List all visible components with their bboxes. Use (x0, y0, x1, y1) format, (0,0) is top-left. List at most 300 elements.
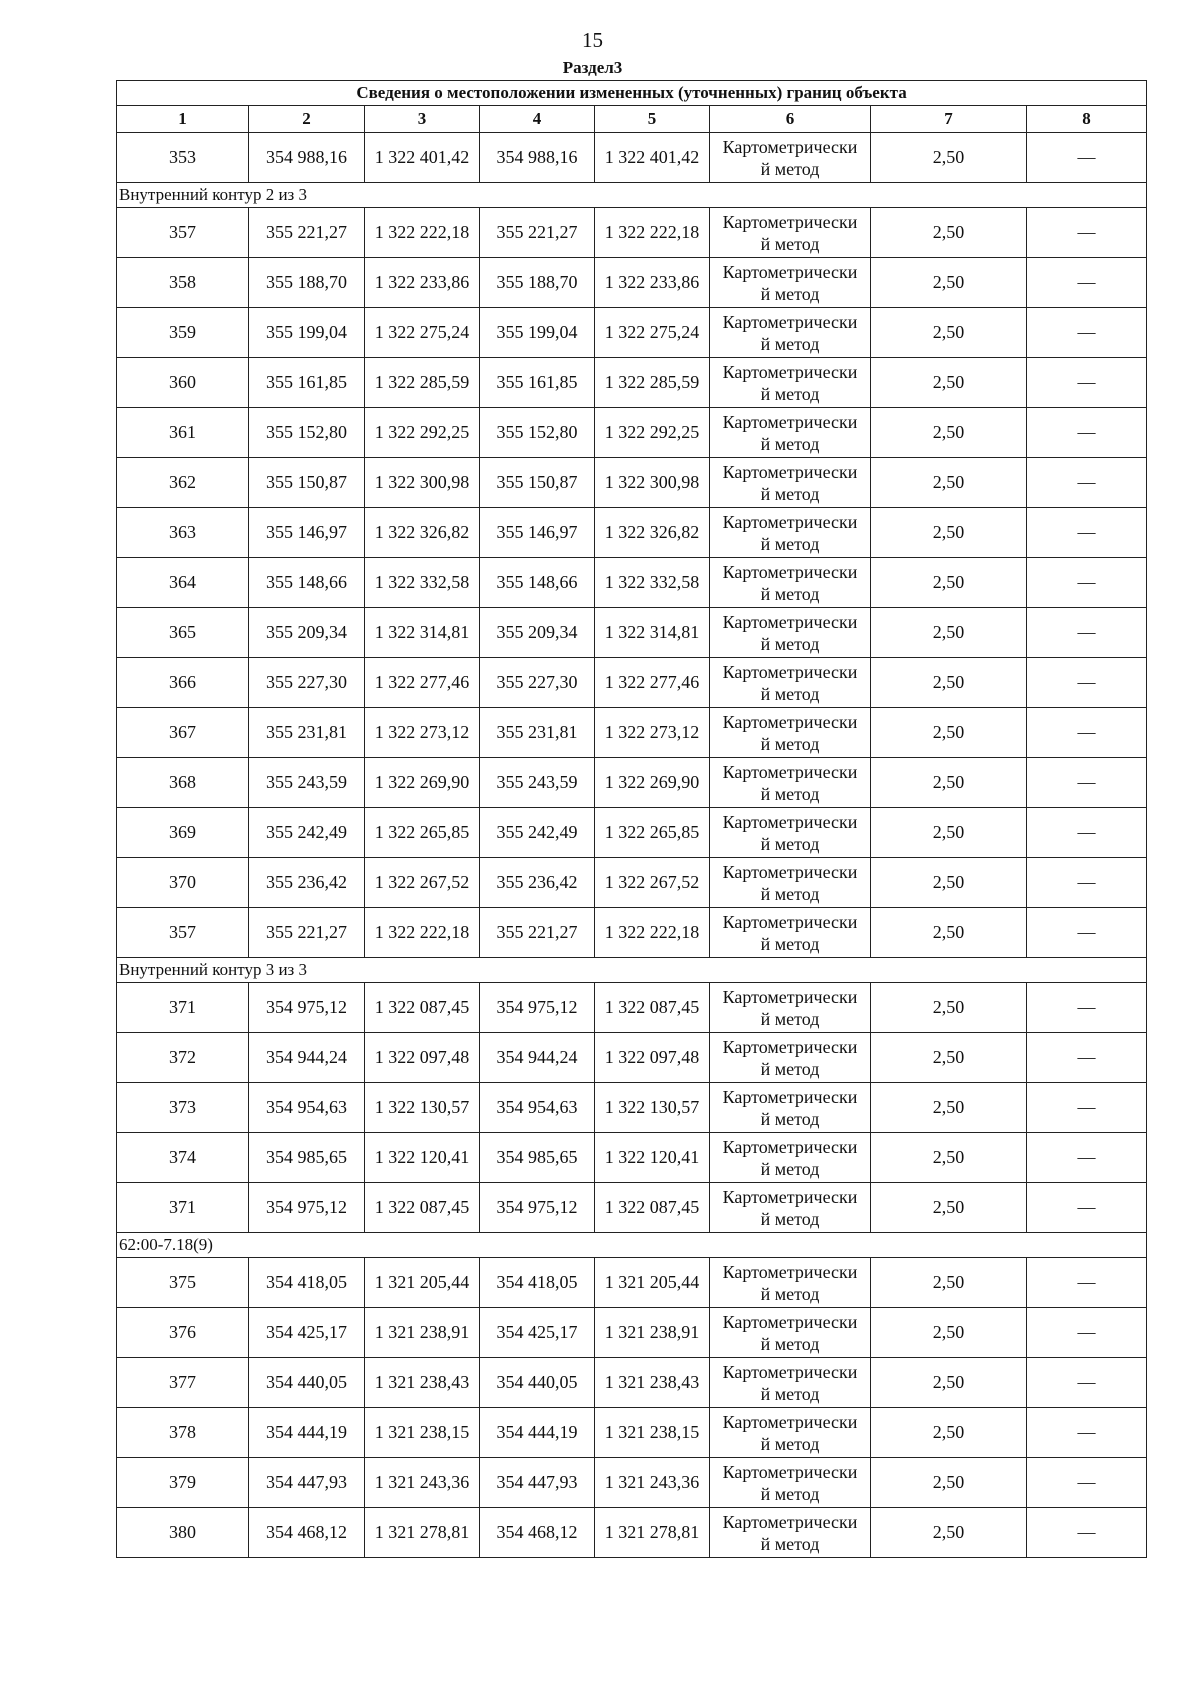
table-row (117, 1133, 1147, 1183)
y-old: 1 322 314,81 (365, 608, 480, 658)
y-old: 1 322 332,58 (365, 558, 480, 608)
x-old: 355 188,70 (249, 258, 365, 308)
y-old: 1 322 130,57 (365, 1083, 480, 1133)
method-line-1: Картометрически (722, 911, 858, 932)
x-new: 354 444,19 (480, 1408, 595, 1458)
table-row (117, 258, 1147, 308)
accuracy: 2,50 (871, 1033, 1027, 1083)
x-old: 355 161,85 (249, 358, 365, 408)
method-line-2: й метод (760, 1333, 820, 1354)
x-old: 355 242,49 (249, 808, 365, 858)
method-line-1: Картометрически (722, 1136, 858, 1157)
table-row (117, 1083, 1147, 1133)
x-new: 355 243,59 (480, 758, 595, 808)
method-line-2: й метод (760, 158, 820, 179)
y-old: 1 322 273,12 (365, 708, 480, 758)
section-label: Раздел3 (562, 58, 623, 77)
accuracy: 2,50 (871, 808, 1027, 858)
y-old: 1 322 265,85 (365, 808, 480, 858)
x-new: 355 161,85 (480, 358, 595, 408)
table-row (117, 208, 1147, 258)
method-cell (710, 1258, 871, 1308)
accuracy: 2,50 (871, 458, 1027, 508)
point-number: 373 (117, 1083, 249, 1133)
accuracy: 2,50 (871, 1358, 1027, 1408)
y-new: 1 322 273,12 (595, 708, 710, 758)
method-line-2: й метод (760, 1208, 820, 1229)
y-new: 1 322 300,98 (595, 458, 710, 508)
y-old: 1 322 292,25 (365, 408, 480, 458)
x-new: 354 440,05 (480, 1358, 595, 1408)
method-line-1: Картометрически (722, 211, 858, 232)
y-new: 1 322 087,45 (595, 983, 710, 1033)
method-cell (710, 258, 871, 308)
y-old: 1 322 300,98 (365, 458, 480, 508)
method-line-2: й метод (760, 683, 820, 704)
accuracy: 2,50 (871, 133, 1027, 183)
method-line-2: й метод (760, 433, 820, 454)
y-old: 1 322 269,90 (365, 758, 480, 808)
point-number: 357 (117, 208, 249, 258)
accuracy: 2,50 (871, 1133, 1027, 1183)
point-number: 366 (117, 658, 249, 708)
point-number: 372 (117, 1033, 249, 1083)
description: — (1027, 258, 1147, 308)
method-line-2: й метод (760, 1383, 820, 1404)
method-cell (710, 608, 871, 658)
point-number: 362 (117, 458, 249, 508)
accuracy: 2,50 (871, 358, 1027, 408)
y-new: 1 322 265,85 (595, 808, 710, 858)
method-cell (710, 1308, 871, 1358)
method-line-2: й метод (760, 1533, 820, 1554)
x-new: 355 199,04 (480, 308, 595, 358)
method-line-1: Картометрически (722, 561, 858, 582)
y-old: 1 322 087,45 (365, 983, 480, 1033)
table-row (117, 1183, 1147, 1233)
table-row (117, 983, 1147, 1033)
method-line-2: й метод (760, 1158, 820, 1179)
y-new: 1 321 238,15 (595, 1408, 710, 1458)
accuracy: 2,50 (871, 308, 1027, 358)
table-title: Сведения о местоположении измененных (уточненных) границ объекта (117, 81, 1147, 106)
method-cell (710, 208, 871, 258)
accuracy: 2,50 (871, 758, 1027, 808)
group-heading: Внутренний контур 2 из 3 (117, 183, 1147, 208)
method-cell (710, 558, 871, 608)
table-row (117, 1408, 1147, 1458)
y-new: 1 322 401,42 (595, 133, 710, 183)
y-new: 1 322 097,48 (595, 1033, 710, 1083)
method-line-1: Картометрически (722, 711, 858, 732)
method-line-1: Картометрически (722, 861, 858, 882)
x-new: 355 227,30 (480, 658, 595, 708)
accuracy: 2,50 (871, 983, 1027, 1033)
method-cell (710, 1358, 871, 1408)
description: — (1027, 708, 1147, 758)
method-line-1: Картометрически (722, 361, 858, 382)
x-old: 354 444,19 (249, 1408, 365, 1458)
x-old: 354 975,12 (249, 1183, 365, 1233)
method-line-1: Картометрически (722, 986, 858, 1007)
description: — (1027, 408, 1147, 458)
description: — (1027, 1458, 1147, 1508)
description: — (1027, 758, 1147, 808)
method-line-1: Картометрически (722, 1361, 858, 1382)
table-row (117, 858, 1147, 908)
x-old: 355 221,27 (249, 208, 365, 258)
table-row (117, 608, 1147, 658)
method-line-1: Картометрически (722, 1036, 858, 1057)
point-number: 371 (117, 1183, 249, 1233)
x-old: 354 425,17 (249, 1308, 365, 1358)
point-number: 377 (117, 1358, 249, 1408)
column-header: 2 (249, 106, 365, 133)
table-row (117, 908, 1147, 958)
x-old: 355 231,81 (249, 708, 365, 758)
y-new: 1 322 267,52 (595, 858, 710, 908)
column-header: 4 (480, 106, 595, 133)
method-cell (710, 858, 871, 908)
method-cell (710, 458, 871, 508)
point-number: 378 (117, 1408, 249, 1458)
method-line-2: й метод (760, 1008, 820, 1029)
y-new: 1 321 243,36 (595, 1458, 710, 1508)
description: — (1027, 1358, 1147, 1408)
coordinates-table (116, 80, 1147, 1558)
method-line-1: Картометрически (722, 1261, 858, 1282)
table-row (117, 758, 1147, 808)
point-number: 369 (117, 808, 249, 858)
y-new: 1 322 087,45 (595, 1183, 710, 1233)
x-old: 354 975,12 (249, 983, 365, 1033)
method-cell (710, 1183, 871, 1233)
y-new: 1 322 332,58 (595, 558, 710, 608)
method-line-2: й метод (760, 383, 820, 404)
accuracy: 2,50 (871, 1183, 1027, 1233)
method-line-1: Картометрически (722, 511, 858, 532)
accuracy: 2,50 (871, 858, 1027, 908)
y-new: 1 322 222,18 (595, 208, 710, 258)
description: — (1027, 1508, 1147, 1558)
y-old: 1 322 285,59 (365, 358, 480, 408)
table-row (117, 1508, 1147, 1558)
accuracy: 2,50 (871, 608, 1027, 658)
method-line-1: Картометрически (722, 661, 858, 682)
y-new: 1 321 205,44 (595, 1258, 710, 1308)
method-cell (710, 758, 871, 808)
y-new: 1 321 278,81 (595, 1508, 710, 1558)
accuracy: 2,50 (871, 1508, 1027, 1558)
description: — (1027, 358, 1147, 408)
x-old: 355 150,87 (249, 458, 365, 508)
accuracy: 2,50 (871, 708, 1027, 758)
x-new: 355 231,81 (480, 708, 595, 758)
x-new: 354 975,12 (480, 983, 595, 1033)
x-new: 355 242,49 (480, 808, 595, 858)
table-row (117, 133, 1147, 183)
method-line-1: Картометрически (722, 1461, 858, 1482)
y-old: 1 321 238,15 (365, 1408, 480, 1458)
method-line-1: Картометрически (722, 1311, 858, 1332)
description: — (1027, 208, 1147, 258)
x-new: 355 209,34 (480, 608, 595, 658)
y-new: 1 321 238,43 (595, 1358, 710, 1408)
y-new: 1 322 292,25 (595, 408, 710, 458)
accuracy: 2,50 (871, 508, 1027, 558)
method-line-2: й метод (760, 1108, 820, 1129)
method-cell (710, 508, 871, 558)
x-old: 354 954,63 (249, 1083, 365, 1133)
point-number: 375 (117, 1258, 249, 1308)
point-number: 363 (117, 508, 249, 558)
point-number: 371 (117, 983, 249, 1033)
table-row (117, 408, 1147, 458)
method-cell (710, 1133, 871, 1183)
x-old: 354 988,16 (249, 133, 365, 183)
table-row (117, 358, 1147, 408)
method-line-2: й метод (760, 1058, 820, 1079)
y-old: 1 321 243,36 (365, 1458, 480, 1508)
method-cell (710, 408, 871, 458)
point-number: 368 (117, 758, 249, 808)
group-heading-row (117, 183, 1147, 208)
point-number: 367 (117, 708, 249, 758)
x-new: 355 150,87 (480, 458, 595, 508)
point-number: 357 (117, 908, 249, 958)
column-header: 6 (710, 106, 871, 133)
method-line-1: Картометрически (722, 1511, 858, 1532)
page-number: 15 (582, 28, 603, 52)
x-new: 355 146,97 (480, 508, 595, 558)
table-row (117, 708, 1147, 758)
method-line-1: Картометрически (722, 761, 858, 782)
description: — (1027, 1083, 1147, 1133)
y-new: 1 322 120,41 (595, 1133, 710, 1183)
description: — (1027, 808, 1147, 858)
y-new: 1 322 130,57 (595, 1083, 710, 1133)
method-cell (710, 133, 871, 183)
y-new: 1 322 314,81 (595, 608, 710, 658)
x-new: 354 975,12 (480, 1183, 595, 1233)
method-line-1: Картометрически (722, 311, 858, 332)
accuracy: 2,50 (871, 1408, 1027, 1458)
method-line-2: й метод (760, 833, 820, 854)
method-cell (710, 1083, 871, 1133)
x-new: 354 418,05 (480, 1258, 595, 1308)
method-line-1: Картометрически (722, 261, 858, 282)
x-old: 354 440,05 (249, 1358, 365, 1408)
table-row (117, 1458, 1147, 1508)
y-old: 1 322 222,18 (365, 908, 480, 958)
y-old: 1 322 087,45 (365, 1183, 480, 1233)
y-new: 1 322 275,24 (595, 308, 710, 358)
column-header: 1 (117, 106, 249, 133)
method-cell (710, 1408, 871, 1458)
x-new: 355 221,27 (480, 208, 595, 258)
method-cell (710, 308, 871, 358)
x-old: 355 209,34 (249, 608, 365, 658)
method-line-1: Картометрически (722, 1186, 858, 1207)
table-row (117, 1358, 1147, 1408)
y-old: 1 321 205,44 (365, 1258, 480, 1308)
x-old: 355 221,27 (249, 908, 365, 958)
method-line-2: й метод (760, 283, 820, 304)
method-line-2: й метод (760, 733, 820, 754)
x-new: 355 148,66 (480, 558, 595, 608)
description: — (1027, 1133, 1147, 1183)
y-new: 1 322 222,18 (595, 908, 710, 958)
y-old: 1 322 267,52 (365, 858, 480, 908)
x-new: 354 447,93 (480, 1458, 595, 1508)
y-old: 1 322 275,24 (365, 308, 480, 358)
point-number: 359 (117, 308, 249, 358)
description: — (1027, 1308, 1147, 1358)
point-number: 364 (117, 558, 249, 608)
accuracy: 2,50 (871, 208, 1027, 258)
description: — (1027, 983, 1147, 1033)
method-line-2: й метод (760, 533, 820, 554)
point-number: 358 (117, 258, 249, 308)
y-old: 1 322 326,82 (365, 508, 480, 558)
method-line-2: й метод (760, 1433, 820, 1454)
description: — (1027, 458, 1147, 508)
group-heading-row (117, 1233, 1147, 1258)
method-line-2: й метод (760, 583, 820, 604)
x-new: 354 985,65 (480, 1133, 595, 1183)
x-old: 355 243,59 (249, 758, 365, 808)
column-header: 3 (365, 106, 480, 133)
x-old: 354 447,93 (249, 1458, 365, 1508)
accuracy: 2,50 (871, 258, 1027, 308)
y-new: 1 322 277,46 (595, 658, 710, 708)
table-row (117, 808, 1147, 858)
y-old: 1 321 238,43 (365, 1358, 480, 1408)
x-old: 354 944,24 (249, 1033, 365, 1083)
method-cell (710, 808, 871, 858)
accuracy: 2,50 (871, 558, 1027, 608)
method-cell (710, 358, 871, 408)
y-new: 1 322 269,90 (595, 758, 710, 808)
method-cell (710, 983, 871, 1033)
group-heading: 62:00-7.18(9) (117, 1233, 1147, 1258)
x-old: 354 985,65 (249, 1133, 365, 1183)
x-new: 354 468,12 (480, 1508, 595, 1558)
table-row (117, 558, 1147, 608)
point-number: 353 (117, 133, 249, 183)
y-old: 1 322 233,86 (365, 258, 480, 308)
y-old: 1 321 278,81 (365, 1508, 480, 1558)
method-line-1: Картометрически (722, 136, 858, 157)
description: — (1027, 1183, 1147, 1233)
x-new: 355 236,42 (480, 858, 595, 908)
x-old: 355 148,66 (249, 558, 365, 608)
y-new: 1 322 285,59 (595, 358, 710, 408)
point-number: 370 (117, 858, 249, 908)
method-line-1: Картометрически (722, 411, 858, 432)
table-row (117, 658, 1147, 708)
method-line-2: й метод (760, 883, 820, 904)
method-cell (710, 1458, 871, 1508)
method-line-1: Картометрически (722, 461, 858, 482)
y-old: 1 322 277,46 (365, 658, 480, 708)
point-number: 380 (117, 1508, 249, 1558)
accuracy: 2,50 (871, 908, 1027, 958)
x-new: 354 954,63 (480, 1083, 595, 1133)
method-line-1: Картометрически (722, 1086, 858, 1107)
x-new: 354 944,24 (480, 1033, 595, 1083)
x-old: 354 468,12 (249, 1508, 365, 1558)
method-line-2: й метод (760, 333, 820, 354)
point-number: 374 (117, 1133, 249, 1183)
method-line-2: й метод (760, 483, 820, 504)
x-old: 354 418,05 (249, 1258, 365, 1308)
table-row (117, 458, 1147, 508)
y-old: 1 321 238,91 (365, 1308, 480, 1358)
method-cell (710, 1033, 871, 1083)
point-number: 379 (117, 1458, 249, 1508)
method-line-2: й метод (760, 933, 820, 954)
y-new: 1 322 326,82 (595, 508, 710, 558)
table-row (117, 1308, 1147, 1358)
column-header: 8 (1027, 106, 1147, 133)
description: — (1027, 658, 1147, 708)
description: — (1027, 508, 1147, 558)
description: — (1027, 558, 1147, 608)
x-old: 355 152,80 (249, 408, 365, 458)
method-cell (710, 908, 871, 958)
table-row (117, 1033, 1147, 1083)
method-line-2: й метод (760, 1483, 820, 1504)
point-number: 361 (117, 408, 249, 458)
description: — (1027, 308, 1147, 358)
point-number: 376 (117, 1308, 249, 1358)
accuracy: 2,50 (871, 1258, 1027, 1308)
accuracy: 2,50 (871, 1083, 1027, 1133)
x-old: 355 236,42 (249, 858, 365, 908)
accuracy: 2,50 (871, 1458, 1027, 1508)
description: — (1027, 133, 1147, 183)
method-line-2: й метод (760, 1283, 820, 1304)
y-new: 1 322 233,86 (595, 258, 710, 308)
y-old: 1 322 097,48 (365, 1033, 480, 1083)
table-row (117, 1258, 1147, 1308)
method-cell (710, 658, 871, 708)
description: — (1027, 908, 1147, 958)
x-old: 355 146,97 (249, 508, 365, 558)
y-old: 1 322 401,42 (365, 133, 480, 183)
column-header: 7 (871, 106, 1027, 133)
x-old: 355 227,30 (249, 658, 365, 708)
table-row (117, 508, 1147, 558)
point-number: 365 (117, 608, 249, 658)
x-new: 354 988,16 (480, 133, 595, 183)
y-old: 1 322 120,41 (365, 1133, 480, 1183)
x-old: 355 199,04 (249, 308, 365, 358)
method-line-2: й метод (760, 783, 820, 804)
column-header: 5 (595, 106, 710, 133)
x-new: 355 152,80 (480, 408, 595, 458)
method-line-1: Картометрически (722, 1411, 858, 1432)
method-line-2: й метод (760, 633, 820, 654)
description: — (1027, 1258, 1147, 1308)
x-new: 355 221,27 (480, 908, 595, 958)
accuracy: 2,50 (871, 658, 1027, 708)
group-heading-row (117, 958, 1147, 983)
method-cell (710, 708, 871, 758)
method-line-2: й метод (760, 233, 820, 254)
description: — (1027, 1408, 1147, 1458)
